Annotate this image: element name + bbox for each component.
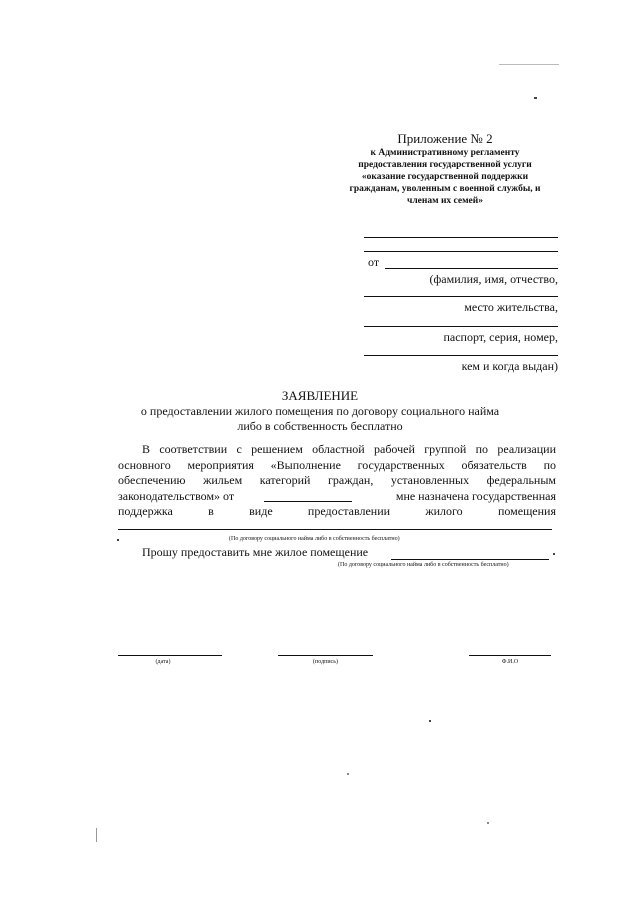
paragraph-line: поддержка в виде предоставлении жилого помещения: [118, 504, 556, 518]
housing-type-blank: [118, 529, 552, 530]
date-line: [118, 655, 222, 656]
date-label: (дата): [155, 659, 171, 665]
applicant-blank-line: [364, 326, 558, 327]
appendix-line: членам их семей»: [406, 196, 484, 206]
fio-hint: (фамилия, имя, отчество,: [429, 272, 558, 286]
statement-subtitle: о предоставлении жилого помещения по договору социального найма: [140, 404, 500, 418]
appendix-title: Приложение № 2: [397, 131, 493, 146]
scan-mark: [487, 822, 489, 824]
paragraph-line: В соответствии с решением областной рабочей группой по реализации: [142, 442, 556, 456]
paragraph-line: основного мероприятия «Выполнение государственных обязательств по: [118, 457, 556, 472]
request-blank: [391, 559, 549, 560]
name-line: [469, 655, 551, 656]
statement-title: ЗАЯВЛЕНИЕ: [281, 388, 359, 403]
applicant-blank-line: [364, 355, 558, 356]
paragraph-text: мне назначена государственная: [395, 488, 556, 503]
applicant-blank-line: [364, 251, 558, 252]
applicant-blank-line: [364, 237, 558, 238]
appendix-line: «оказание государственной поддержки: [361, 172, 529, 182]
passport-hint: паспорт, серия, номер,: [443, 330, 558, 344]
request-text: Прошу предоставить мне жилое помещение: [142, 545, 369, 559]
statement-paragraph: [118, 442, 556, 520]
scan-mark: [96, 828, 97, 842]
scan-mark: [534, 97, 537, 99]
appendix-subtitle: [325, 147, 565, 207]
request-hint: (По договору социального найма либо в собственность бесплатно): [338, 562, 509, 568]
name-label: Ф.И.О: [501, 659, 519, 665]
housing-type-hint: (По договору социального найма либо в собственность бесплатно): [229, 536, 400, 542]
scan-mark: [553, 553, 555, 555]
scan-mark: [429, 720, 431, 722]
paragraph-line: обеспечению жильем категорий граждан, установленных федеральным: [118, 473, 556, 487]
issued-hint: кем и когда выдан): [461, 359, 558, 373]
signature-label: (подпись): [313, 659, 338, 665]
appendix-line: гражданам, уволенным с военной службы, и: [349, 184, 541, 194]
paragraph-line-date: [118, 489, 556, 505]
applicant-blank-line: [364, 296, 558, 297]
from-label: от: [368, 255, 380, 269]
applicant-name-line: [385, 268, 558, 269]
residence-hint: место жительства,: [464, 300, 558, 314]
appendix-line: к Административному регламенту: [370, 148, 520, 158]
scan-mark: [499, 64, 559, 65]
signature-line: [278, 655, 373, 656]
appendix-line: предоставления государственной услуги: [358, 160, 532, 170]
scan-mark: [347, 773, 349, 775]
decision-date-blank: [264, 501, 352, 502]
paragraph-text: законодательством» от: [118, 488, 235, 503]
scan-mark: [117, 539, 119, 541]
statement-subtitle: либо в собственность бесплатно: [237, 419, 403, 433]
